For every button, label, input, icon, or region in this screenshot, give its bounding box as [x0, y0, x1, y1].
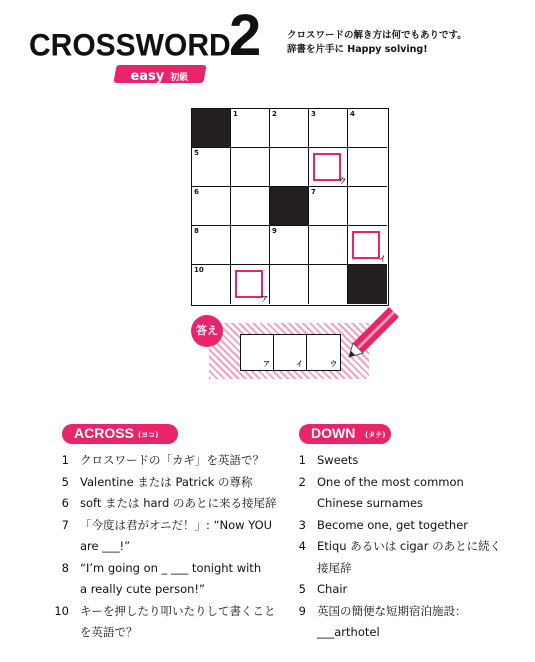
- answer-cell-label: ア: [263, 360, 270, 368]
- clue-number: 1: [298, 453, 306, 467]
- answer-marker-label: ウ: [339, 177, 346, 185]
- cell-number: 9: [272, 227, 277, 235]
- clue-text: 接尾辞: [317, 560, 352, 575]
- answer-cell[interactable]: [241, 335, 274, 370]
- grid-cell[interactable]: [348, 148, 387, 187]
- grid-cell[interactable]: [270, 109, 309, 148]
- clue-number: 2: [298, 474, 306, 489]
- clue-text: Etiqu あるいは cigar のあとに続く: [317, 539, 502, 553]
- clue-text: 「今度は君がオニだ！」: “Now YOU: [80, 517, 273, 532]
- clue-number: 4: [298, 539, 306, 553]
- grid-cell-black: [270, 187, 309, 226]
- clue-number: 1: [61, 453, 69, 467]
- clue-text: キーを押したり叩いたりして書くこと: [80, 603, 276, 618]
- difficulty-label: easy: [130, 69, 165, 84]
- grid-cell[interactable]: [192, 148, 231, 187]
- clue-text: Sweets: [317, 453, 359, 467]
- across-subtitle: (ヨコ): [138, 431, 159, 439]
- cell-number: 4: [350, 110, 355, 118]
- answer-marker-label: ア: [261, 295, 268, 303]
- clue-text: “I’m going on _ ___ tonight with: [80, 560, 262, 575]
- clue-number: 5: [298, 582, 306, 596]
- answer-box: [240, 334, 341, 371]
- cell-number: 3: [311, 110, 316, 118]
- cell-number: 1: [233, 110, 238, 118]
- grid-cell[interactable]: [231, 265, 270, 304]
- cell-number: 2: [272, 110, 277, 118]
- clue-number: 8: [61, 560, 69, 575]
- clue-number: 9: [298, 603, 306, 618]
- cell-number: 8: [194, 227, 199, 235]
- cell-number: 7: [311, 188, 316, 196]
- clue-number: 5: [61, 474, 69, 489]
- grid-cell[interactable]: [309, 226, 348, 265]
- description-line-2: 辞書を片手に Happy solving!: [287, 44, 428, 55]
- grid-cell[interactable]: [231, 226, 270, 265]
- across-header: [62, 424, 178, 444]
- answer-cell-label: イ: [296, 360, 303, 368]
- cell-number: 6: [194, 188, 199, 196]
- clue-text: a really cute person!”: [80, 582, 205, 596]
- clue-text: ___arthotel: [317, 625, 380, 639]
- cell-number: 5: [194, 149, 199, 157]
- clue-text: One of the most common: [317, 474, 464, 489]
- answer-marker-box: [352, 231, 380, 259]
- clue-text: Chair: [317, 582, 348, 596]
- clue-number: 10: [54, 603, 69, 618]
- grid-cell[interactable]: [192, 226, 231, 265]
- grid-cell[interactable]: [231, 109, 270, 148]
- grid-cell[interactable]: [309, 265, 348, 304]
- clue-text: 英国の簡便な短期宿泊施設：: [317, 603, 467, 618]
- clue-text: クロスワードの「カギ」を英語で？: [80, 453, 264, 467]
- down-subtitle: (タテ): [365, 431, 386, 439]
- description-line-1: クロスワードの解き方は何でもありです。: [287, 30, 467, 41]
- grid-cell-black: [348, 265, 387, 304]
- grid-cell[interactable]: [231, 187, 270, 226]
- answer-cell[interactable]: [307, 335, 340, 370]
- clue-text: Chinese surnames: [317, 496, 424, 510]
- grid-cell[interactable]: [270, 226, 309, 265]
- down-title: DOWN: [311, 425, 356, 441]
- grid-cell[interactable]: [192, 265, 231, 304]
- across-title: ACROSS: [74, 425, 134, 441]
- answer-cell[interactable]: [274, 335, 307, 370]
- down-header: [299, 424, 391, 444]
- difficulty-badge: [113, 65, 206, 83]
- grid-cell[interactable]: [270, 148, 309, 187]
- grid-cell[interactable]: [348, 187, 387, 226]
- puzzle-description: [287, 29, 467, 57]
- clue-text: soft または hard のあとに来る接尾辞: [80, 496, 277, 510]
- grid-cell-black: [192, 109, 231, 148]
- grid-cell[interactable]: [192, 187, 231, 226]
- cell-number: 10: [194, 266, 204, 274]
- answer-cell-label: ウ: [330, 360, 337, 368]
- grid-cell[interactable]: [309, 109, 348, 148]
- clue-number: 6: [61, 496, 69, 510]
- clue-text: are ___!”: [80, 539, 131, 553]
- grid-cell[interactable]: [270, 265, 309, 304]
- answer-marker-box: [313, 153, 341, 181]
- clue-number: 3: [298, 517, 306, 532]
- puzzle-number: 2: [229, 3, 262, 68]
- clue-text: Become one, get together: [317, 517, 469, 532]
- pencil-icon: [343, 303, 403, 363]
- crossword-grid: [191, 108, 389, 306]
- clue-text: Valentine または Patrick の尊称: [80, 474, 253, 489]
- puzzle-title: CROSSWORD: [29, 28, 231, 63]
- grid-cell[interactable]: [348, 226, 387, 265]
- clue-text: を英語で？: [80, 625, 138, 639]
- answer-marker-label: イ: [379, 255, 386, 263]
- grid-cell[interactable]: [231, 148, 270, 187]
- answer-marker-box: [235, 270, 263, 298]
- difficulty-sublabel: 初級: [170, 73, 189, 83]
- grid-cell[interactable]: [309, 187, 348, 226]
- clue-number: 7: [61, 517, 69, 532]
- grid-cell[interactable]: [309, 148, 348, 187]
- answer-badge: 答え: [191, 315, 223, 347]
- grid-cell[interactable]: [348, 109, 387, 148]
